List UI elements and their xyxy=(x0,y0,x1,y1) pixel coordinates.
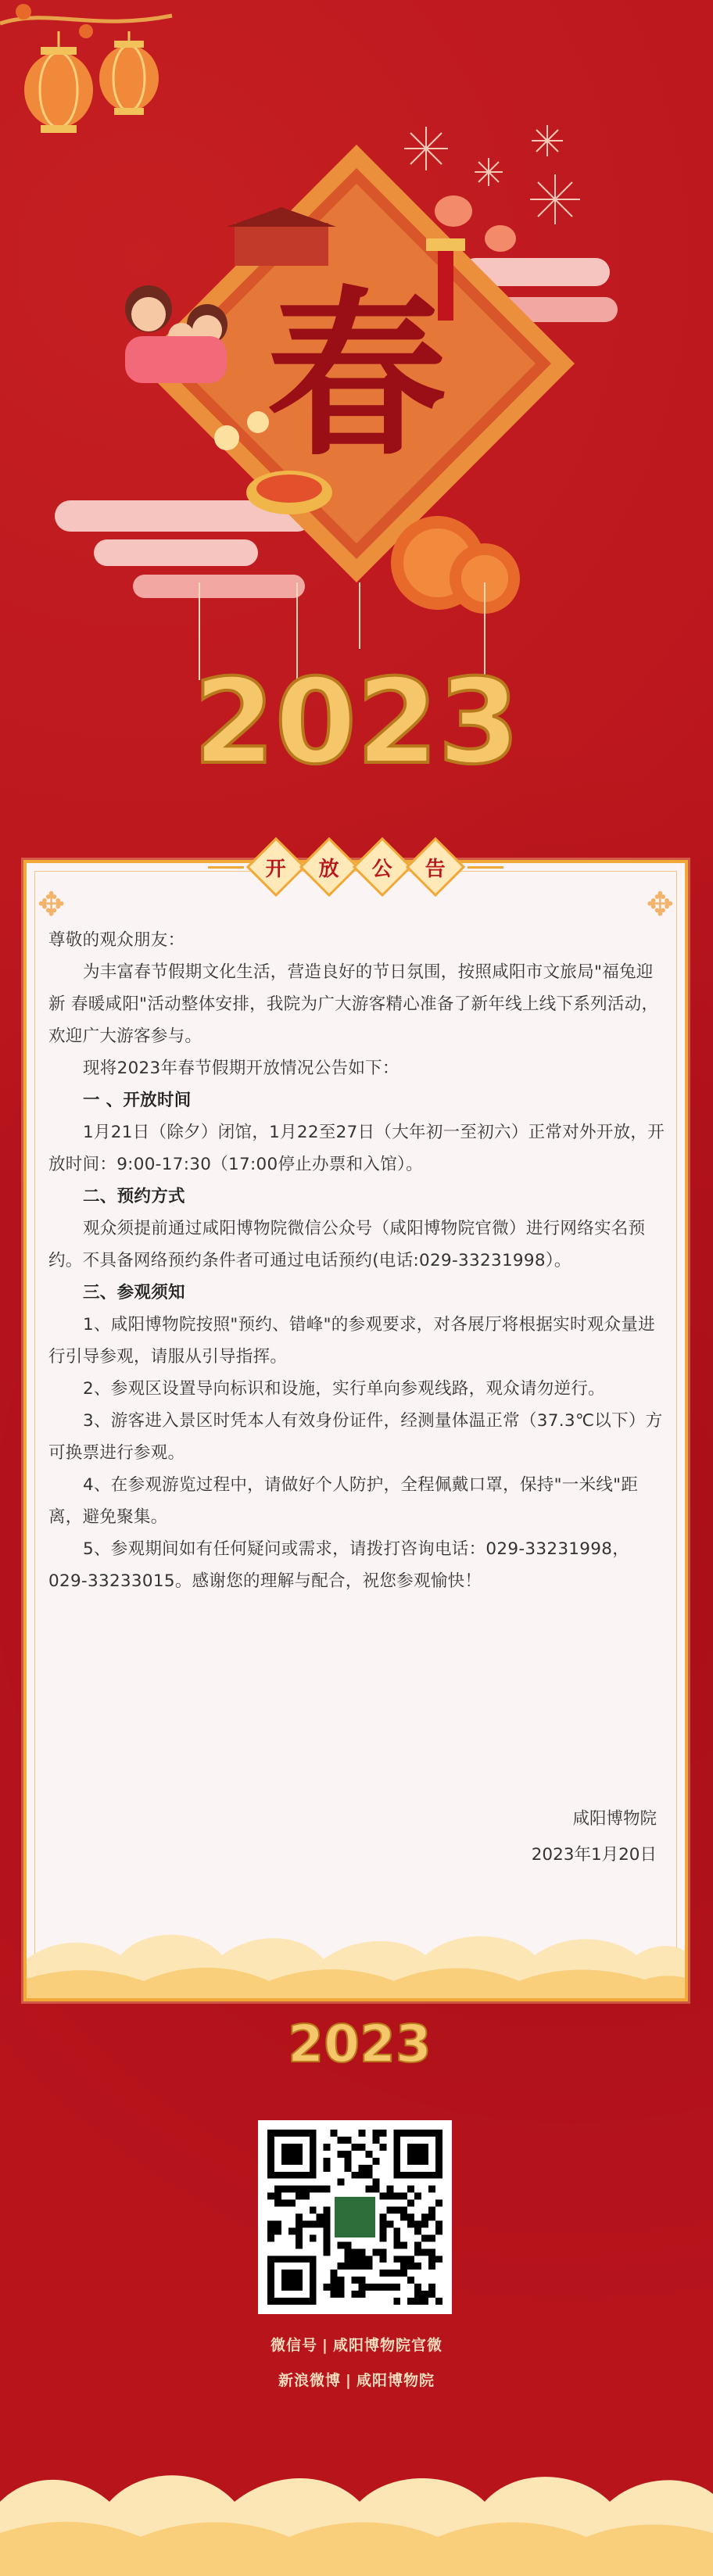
rule-item: 3、游客进入景区时凭本人有效身份证件，经测量体温正常（37.3℃以下）方可换票进行参观。 xyxy=(48,1411,663,1463)
firework-icon xyxy=(404,125,580,224)
title-char-1: 开 xyxy=(246,837,306,897)
chinese-knot-icon: ✥ xyxy=(38,885,66,923)
signature-org: 咸阳博物院 xyxy=(572,1809,657,1829)
signature-block xyxy=(532,1801,657,1873)
cloud-decoration xyxy=(27,1912,685,1998)
rule-item: 4、在参观游览过程中，请做好个人防护，全程佩戴口罩，保持"一米线"距离，避免聚集。 xyxy=(48,1475,639,1527)
mini-year-2023 xyxy=(266,2005,453,2083)
rule-item: 2、参观区设置导向标识和设施，实行单向参观线路，观众请勿逆行。 xyxy=(83,1379,605,1399)
rule-item: 5、参观期间如有任何疑问或需求，请拨打咨询电话：029-33231998，029-33233015。感谢您的理解与配合，祝您参观愉快！ xyxy=(48,1539,630,1591)
notice-board xyxy=(23,857,688,2001)
lantern-icon xyxy=(0,4,172,133)
notice-content xyxy=(48,924,666,1597)
rule-item: 1、咸阳博物院按照"预约、错峰"的参观要求，对各展厅将根据实时观众量进行引导参观，请服从引导指挥。 xyxy=(48,1315,655,1367)
year-2023: 2023 xyxy=(193,654,520,790)
reservation-text: 观众须提前通过咸阳博物院微信公众号（咸阳博物院官微）进行网络实名预约。不具备网络预约条件者可通过电话预约(电话:029-33231998）。 xyxy=(48,1219,646,1270)
intro2-paragraph: 现将2023年春节假期开放情况公告如下： xyxy=(83,1059,399,1078)
qr-code[interactable] xyxy=(258,2120,452,2314)
opening-hours-text: 1月21日（除夕）闭馆，1月22至27日（大年初一至初六）正常对外开放，开放时间：9:00-17:30（17:00停止办票和入馆）。 xyxy=(48,1123,665,1174)
title-char-2: 放 xyxy=(299,837,359,897)
title-char-4: 告 xyxy=(406,837,465,897)
chun-character: 春 xyxy=(266,270,447,481)
weibo-caption: 新浪微博 | 咸阳博物院 xyxy=(278,2372,435,2389)
greeting: 尊敬的观众朋友： xyxy=(48,930,185,950)
section-heading: 一 、开放时间 xyxy=(83,1091,192,1110)
svg-text:2023: 2023 xyxy=(288,2014,432,2074)
section-heading: 二、预约方式 xyxy=(83,1187,185,1206)
footer-cloud-decoration xyxy=(0,2455,713,2576)
intro-paragraph: 为丰富春节假期文化生活，营造良好的节日氛围，按照咸阳市文旅局"福兔迎新 春暖咸阳"活动整体安排，我院为广大游客精心准备了新年线上线下系列活动，欢迎广大游客参与。 xyxy=(48,962,659,1046)
chinese-knot-icon: ✥ xyxy=(646,885,674,923)
signature-date: 2023年1月20日 xyxy=(531,1845,657,1865)
qr-logo-icon xyxy=(331,2194,378,2241)
hero-banner xyxy=(0,0,713,829)
notice-title xyxy=(208,846,503,888)
title-char-3: 公 xyxy=(353,837,412,897)
section-heading: 三、参观须知 xyxy=(83,1283,185,1302)
wechat-caption: 微信号 | 咸阳博物院官微 xyxy=(271,2337,442,2354)
